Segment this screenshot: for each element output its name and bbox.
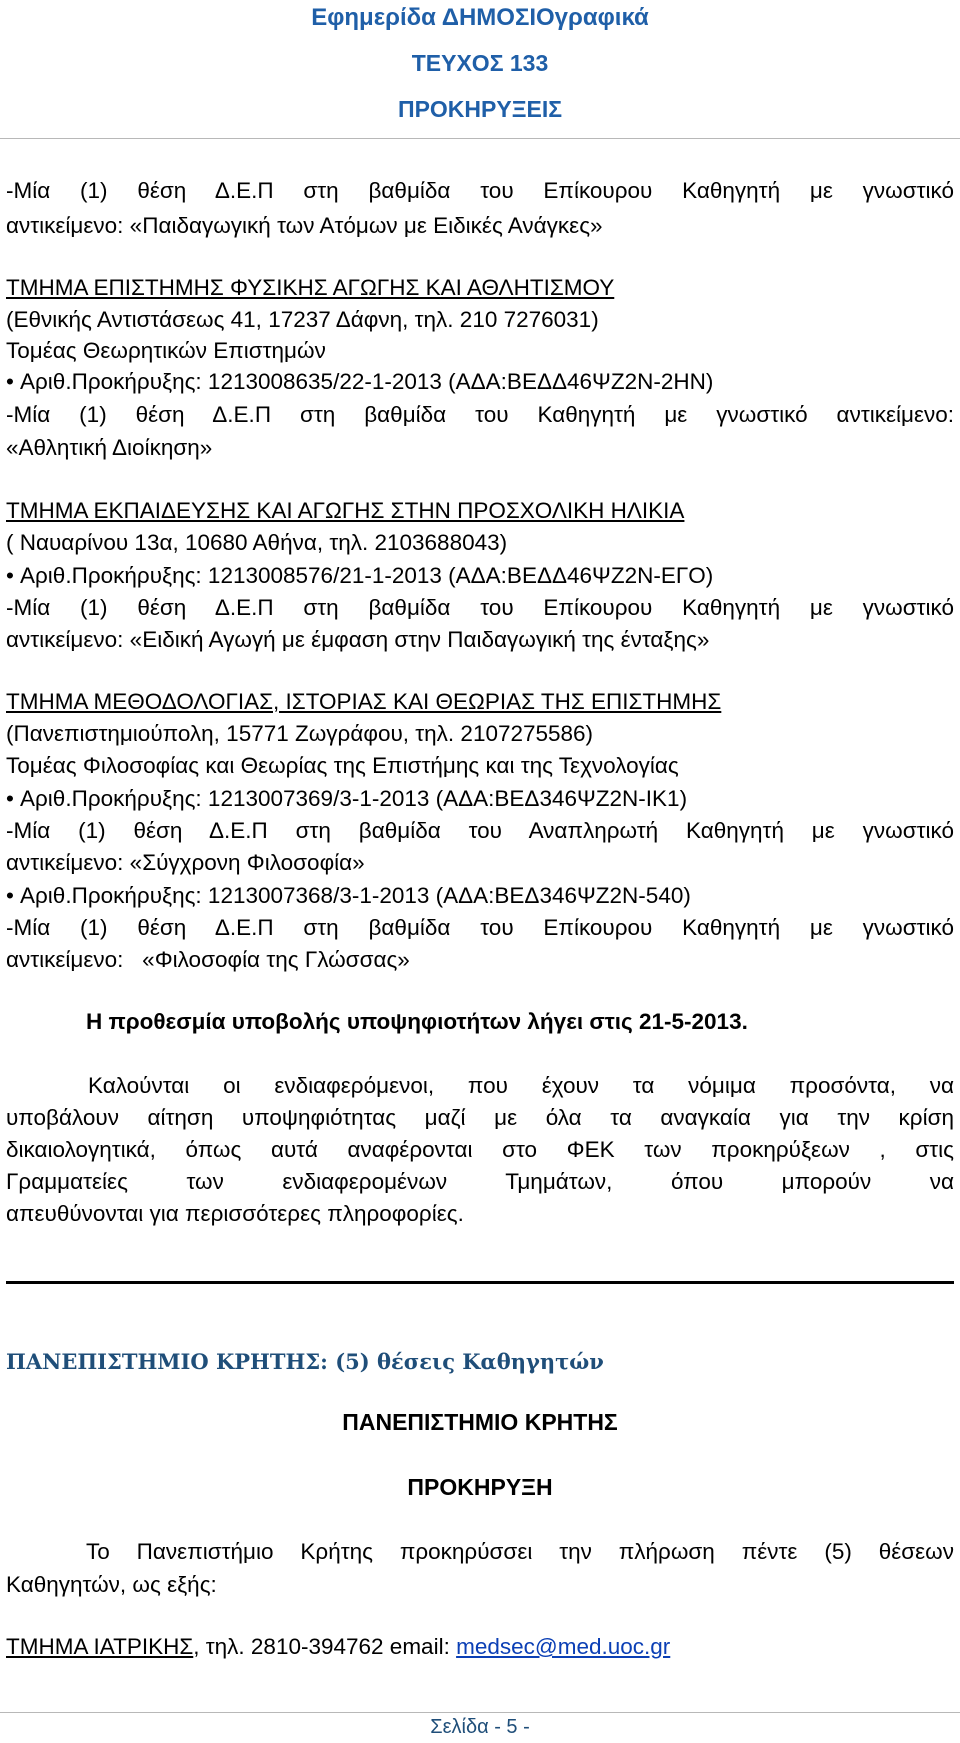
section-divider xyxy=(6,1281,954,1284)
department-heading xyxy=(6,687,954,717)
university-name: ΠΑΝΕΠΙΣΤΗΜΙΟ ΚΡΗΤΗΣ xyxy=(342,1409,618,1435)
deadline-notice: Η προθεσμία υποβολής υποψηφιοτήτων λήγει στις 21-5-2013. xyxy=(86,1009,748,1034)
sector-name: Τομέας Φιλοσοφίας και Θεωρίας της Επιστήμης και της Τεχνολογίας xyxy=(6,753,679,778)
header-divider xyxy=(0,138,960,139)
notice-number xyxy=(6,881,954,911)
position-text: -Μία (1) θέση Δ.Ε.Π στη βαθμίδα του Επίκουρου Καθηγητή με γνωστικό xyxy=(6,595,954,620)
notice-number-text: Αριθ.Προκήρυξης: 1213008635/22-1-2013 (ΑΔΑ:ΒΕΔΔ46ΨΖ2Ν-2ΗΝ) xyxy=(20,369,714,394)
sector-name: Τομέας Θεωρητικών Επιστημών xyxy=(6,338,326,363)
notice-number-text: Αριθ.Προκήρυξης: 1213007369/3-1-2013 (ΑΔΑ:ΒΕΔ346ΨΖ2Ν-ΙΚ1) xyxy=(20,786,688,811)
paragraph-line: απευθύνονται για περισσότερες πληροφορίες. xyxy=(6,1201,464,1226)
position-subject: αντικείμενο: «Φιλοσοφία της Γλώσσας» xyxy=(6,947,410,972)
bullet-icon: • xyxy=(6,563,14,588)
position-text: -Μία (1) θέση Δ.Ε.Π στη βαθμίδα του Αναπληρωτή Καθηγητή με γνωστικό xyxy=(6,818,954,843)
crete-section-heading: ΠΑΝΕΠΙΣΤΗΜΙΟ ΚΡΗΤΗΣ: (5) θέσεις Καθηγητών xyxy=(6,1349,604,1374)
position-text: -Μία (1) θέση Δ.Ε.Π στη βαθμίδα του Επίκουρου Καθηγητή με γνωστικό xyxy=(6,915,954,940)
department-name: ΤΜΗΜΑ ΕΚΠΑΙΔΕΥΣΗΣ ΚΑΙ ΑΓΩΓΗΣ ΣΤΗΝ ΠΡΟΣΧΟΛΙΚΗ ΗΛΙΚΙΑ xyxy=(6,498,685,523)
notice-number xyxy=(6,561,954,591)
department-heading xyxy=(6,273,954,303)
footer-divider xyxy=(0,1712,960,1713)
paragraph-line: δικαιολογητικά, όπως αυτά αναφέρονται στο ΦΕΚ των προκηρύξεων , στις xyxy=(6,1137,954,1162)
position-subject: αντικείμενο: «Σύγχρονη Φιλοσοφία» xyxy=(6,850,365,875)
position-text: -Μία (1) θέση Δ.Ε.Π στη βαθμίδα του Καθηγητή με γνωστικό αντικείμενο: xyxy=(6,402,954,427)
department-name: ΤΜΗΜΑ ΙΑΤΡΙΚΗΣ xyxy=(6,1634,194,1659)
position-subject: αντικείμενο: «Ειδική Αγωγή με έμφαση στην Παιδαγωγική της ένταξης» xyxy=(6,627,710,652)
paragraph-line: Γραμματείες των ενδιαφερομένων Τμημάτων, όπου μπορούν να xyxy=(6,1169,954,1194)
position-text: -Μία (1) θέση Δ.Ε.Π στη βαθμίδα του Επίκουρου Καθηγητή με γνωστικό xyxy=(6,178,954,203)
newspaper-title: Εφημερίδα ΔΗΜΟΣΙΟγραφικά xyxy=(311,4,649,31)
department-address: (Εθνικής Αντιστάσεως 41, 17237 Δάφνη, τηλ. 210 7276031) xyxy=(6,307,599,332)
department-address: (Πανεπιστημιούπολη, 15771 Ζωγράφου, τηλ. 2107275586) xyxy=(6,721,594,746)
paragraph-line: υποβάλουν αίτηση υποψηφιότητας μαζί με όλα τα αναγκαία για την κρίση xyxy=(6,1105,954,1130)
department-heading xyxy=(6,496,954,526)
notice-number xyxy=(6,784,954,814)
issue-number: ΤΕΥΧΟΣ 133 xyxy=(411,50,549,76)
department-address: ( Ναυαρίνου 13α, 10680 Αθήνα, τηλ. 2103688043) xyxy=(6,530,508,555)
notice-number-text: Αριθ.Προκήρυξης: 1213008576/21-1-2013 (ΑΔΑ:ΒΕΔΔ46ΨΖ2Ν-ΕΓΟ) xyxy=(20,563,714,588)
department-name: ΤΜΗΜΑ ΜΕΘΟΔΟΛΟΓΙΑΣ, ΙΣΤΟΡΙΑΣ ΚΑΙ ΘΕΩΡΙΑΣ ΤΗΣ ΕΠΙΣΤΗΜΗΣ xyxy=(6,689,722,714)
page-number: Σελίδα - 5 - xyxy=(430,1716,530,1738)
bullet-icon: • xyxy=(6,369,14,394)
contact-text: , τηλ. 2810-394762 email: xyxy=(193,1634,457,1659)
department-contact xyxy=(6,1632,954,1662)
notice-number xyxy=(6,367,954,397)
paragraph-line: Το Πανεπιστήμιο Κρήτης προκηρύσσει την πλήρωση πέντε (5) θέσεων xyxy=(86,1539,954,1564)
position-subject: «Αθλητική Διοίκηση» xyxy=(6,435,213,460)
notice-number-text: Αριθ.Προκήρυξης: 1213007368/3-1-2013 (ΑΔΑ:ΒΕΔ346ΨΖ2Ν-540) xyxy=(20,883,691,908)
position-subject: αντικείμενο: «Παιδαγωγική των Ατόμων με Ειδικές Ανάγκες» xyxy=(6,213,603,238)
department-name: ΤΜΗΜΑ ΕΠΙΣΤΗΜΗΣ ΦΥΣΙΚΗΣ ΑΓΩΓΗΣ ΚΑΙ ΑΘΛΗΤΙΣΜΟΥ xyxy=(6,275,615,300)
bullet-icon: • xyxy=(6,786,14,811)
section-title: ΠΡΟΚΗΡΥΞΕΙΣ xyxy=(397,96,563,122)
paragraph-line: Καθηγητών, ως εξής: xyxy=(6,1572,217,1597)
bullet-icon: • xyxy=(6,883,14,908)
notice-title: ΠΡΟΚΗΡΥΞΗ xyxy=(407,1474,553,1500)
paragraph-line: Καλούνται οι ενδιαφερόμενοι, που έχουν τα νόμιμα προσόντα, να xyxy=(88,1073,954,1098)
email-link[interactable]: medsec@med.uoc.gr xyxy=(456,1634,671,1659)
